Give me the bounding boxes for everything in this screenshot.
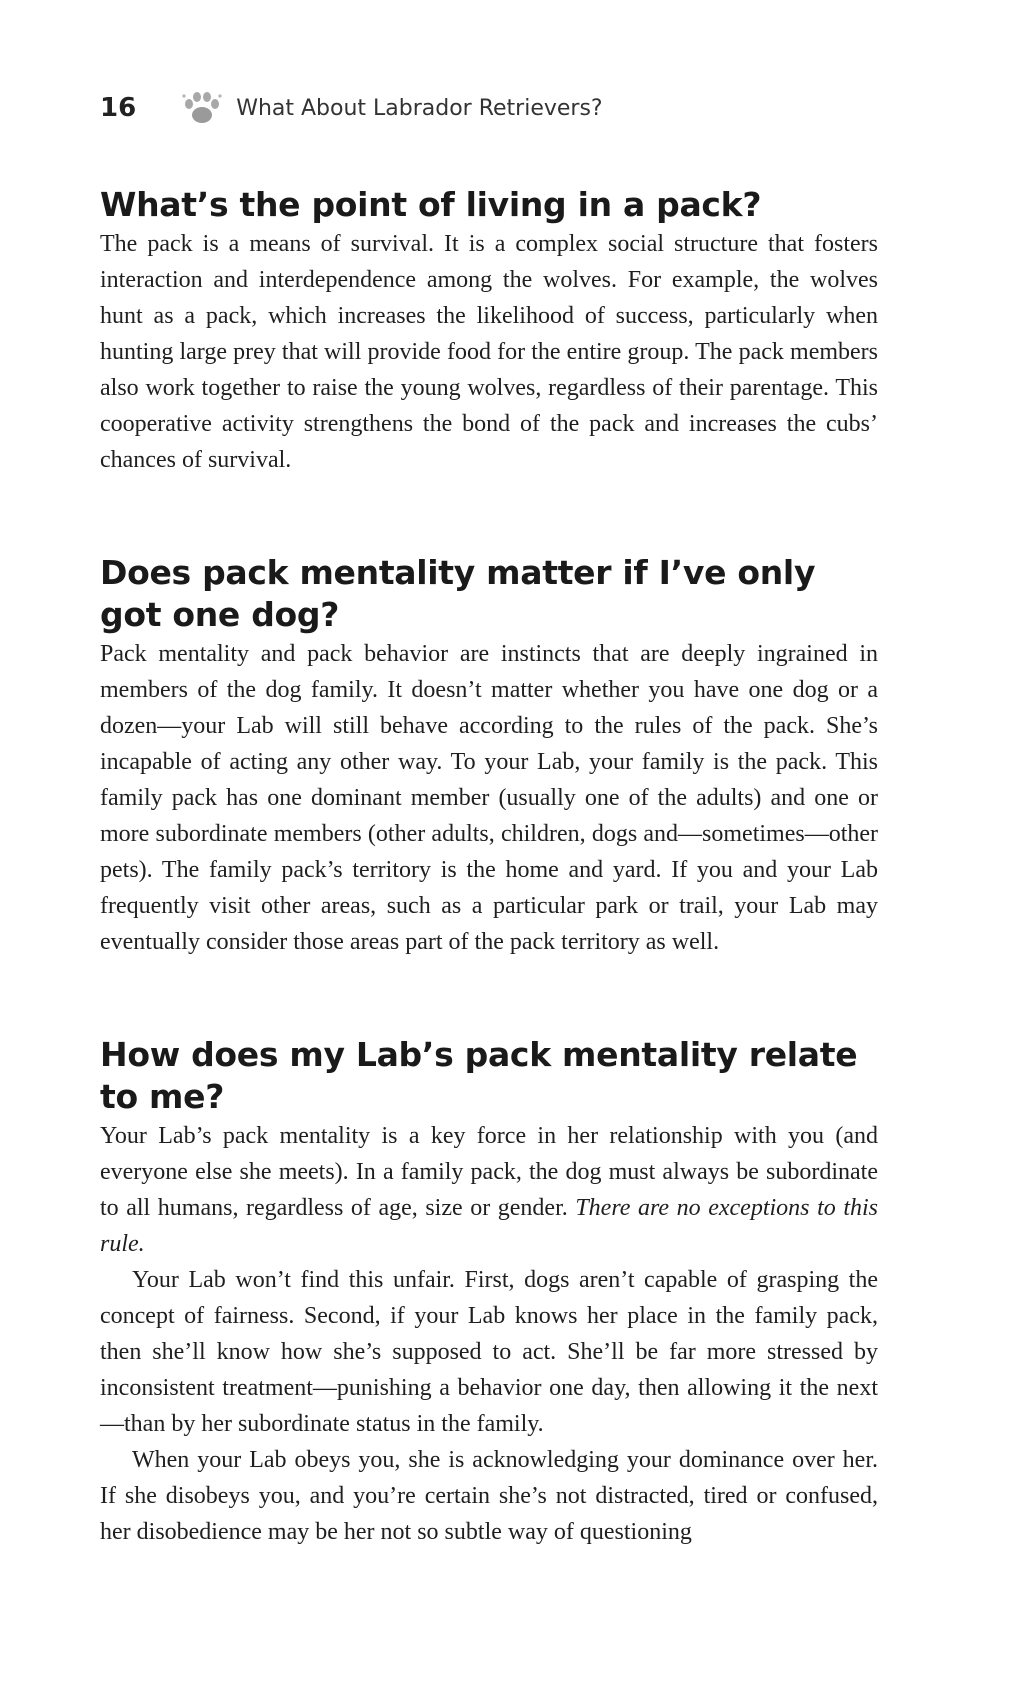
page-content bbox=[100, 184, 878, 1550]
emphasis-text: There are no exceptions to this rule. bbox=[100, 1195, 878, 1257]
body-paragraph: The pack is a means of survival. It is a complex social structure that fosters interaction and interdependence among the wolves. For example, the wolves hunt as a pack, which increases the likelihood of success, particularly when hunting large prey that will provide food for the entire group. The pack members also work together to raise the young wolves, regardless of their parentage. This cooperative activity strengthens the bond of the pack and increases the cubs’ chances of survival. bbox=[100, 231, 878, 473]
running-title: What About Labrador Retrievers? bbox=[236, 95, 603, 121]
section-heading: Does pack mentality matter if I’ve only got one dog? bbox=[100, 553, 816, 634]
running-head bbox=[100, 90, 603, 126]
body-paragraph: Pack mentality and pack behavior are instincts that are deeply ingrained in members of the dog family. It doesn’t matter whether you have one dog or a dozen—your Lab will still behave according to the rules of the pack. She’s incapable of acting any other way. To your Lab, your family is the pack. This family pack has one dominant member (usually one of the adults) and one or more subordinate members (other adults, children, dogs and—sometimes—other pets). The family pack’s territory is the home and yard. If you and your Lab frequently visit other areas, such as a particular park or trail, your Lab may eventually consider those areas part of the pack territory as well. bbox=[100, 641, 878, 955]
section-relate-to-me bbox=[100, 1034, 878, 1550]
section-living-in-pack bbox=[100, 184, 878, 478]
body-paragraph bbox=[100, 1118, 878, 1262]
section-heading: What’s the point of living in a pack? bbox=[100, 185, 762, 224]
section-heading: How does my Lab’s pack mentality relate to me? bbox=[100, 1035, 858, 1116]
page-number: 16 bbox=[100, 93, 137, 123]
body-text: Your Lab’s pack mentality is a key force in her relationship with you (and everyone else she meets). In a family pack, the dog must always be subordinate to all humans, regardless of age, size or gender. bbox=[100, 1123, 878, 1221]
paw-print-icon bbox=[180, 88, 224, 128]
body-paragraph: When your Lab obeys you, she is acknowledging your dominance over her. If she disobeys you, and you’re certain she’s not distracted, tired or confused, her disobedience may be her not so subtle way of questioning bbox=[100, 1447, 878, 1545]
body-paragraph: Your Lab won’t find this unfair. First, dogs aren’t capable of grasping the concept of fairness. Second, if your Lab knows her place in the family pack, then she’ll know how she’s supposed to act. She’ll be far more stressed by inconsistent treatment—punishing a behavior one day, then allowing it the next—than by her subordinate status in the family. bbox=[100, 1267, 878, 1437]
section-one-dog bbox=[100, 552, 878, 960]
